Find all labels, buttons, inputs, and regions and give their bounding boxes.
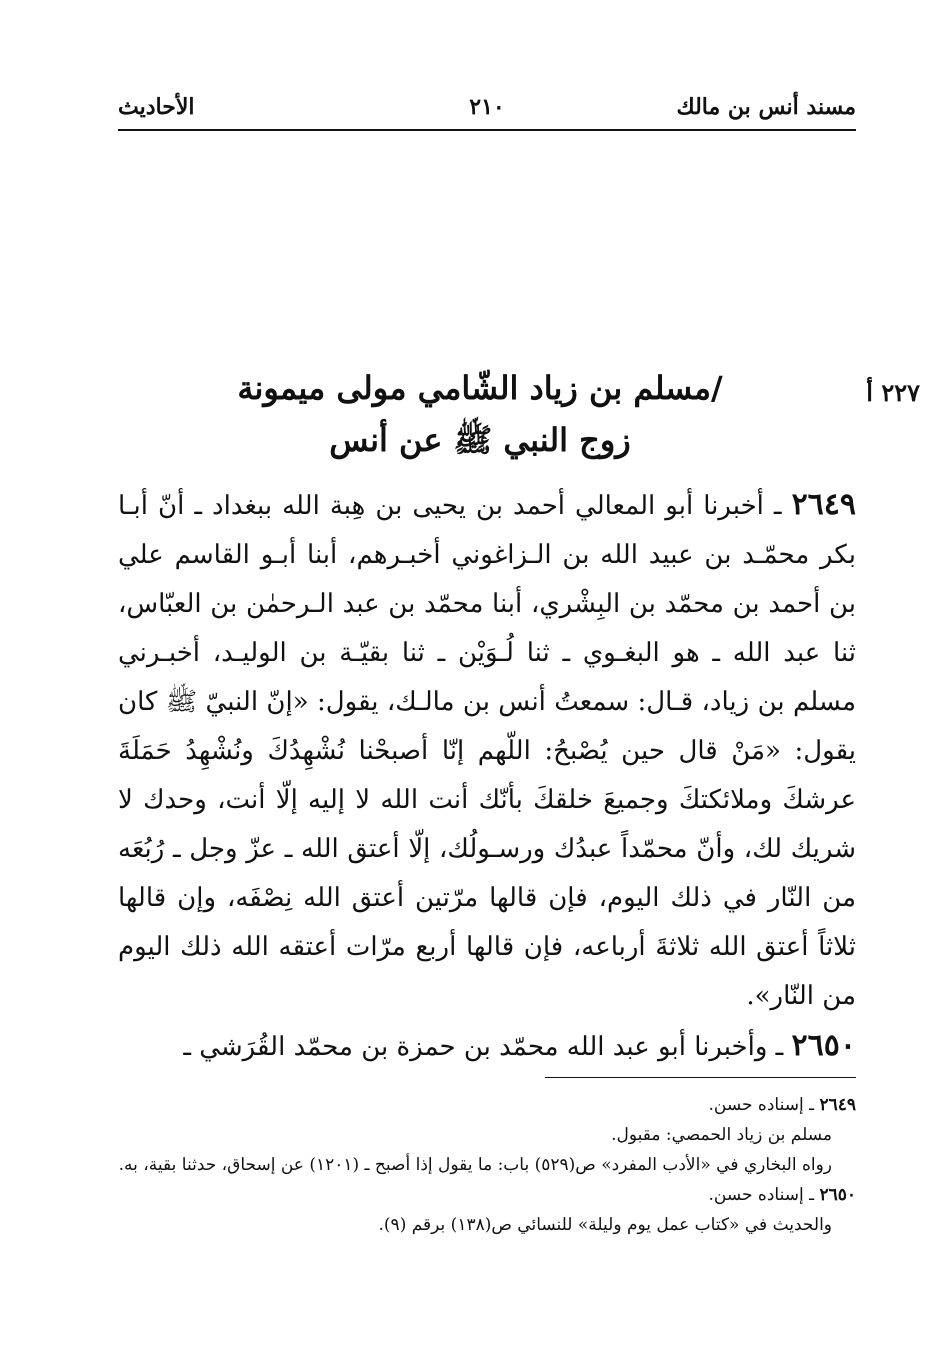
hadith-number: ٢٦٤٩ — [791, 487, 857, 522]
section-title: الأحاديث — [118, 94, 195, 120]
footnote-line — [118, 1210, 856, 1240]
page-number: ٢١٠ — [469, 94, 505, 120]
footnote-line — [118, 1090, 856, 1120]
hadith-number: ٢٦٥٠ — [791, 1028, 856, 1063]
chapter-heading-line-1: /مسلم بن زياد الشّامي مولى ميمونة — [237, 369, 723, 407]
footnote-number: ٢٦٤٩ — [819, 1095, 856, 1115]
footnote-divider — [545, 1077, 856, 1078]
footnote-number: ٢٦٥٠ — [819, 1185, 856, 1205]
hadith-text: ـ أخبرنا أبو المعالي أحمد بن يحيى بن هِبة الله ببغداد ـ أنّ أبـا بكر محمّـد بن عبيد الله بن الـزاغوني أخبـرهم، أبنا أبـو القاسم علي بن أحمد بن محمّد بن البِشْري، أبنا محمّد بن عبد الـرحمٰن بن العبّاس، ثنا عبد الله ـ هو البغـوي ـ ثنا لُـوَيْن ـ ثنا بقيّـة بن الوليـد، أخبـرني مسلم بن زياد، قـال: سمعتُ أنس بن مالـك، يقول: «إنّ النبيّ ﷺ كان يقول: «مَنْ قال حين يُصْبحُ: اللّهم إنّا أصبحْنا نُشْهِدُكَ ونُشْهِدُ حَمَلَةَ عرشكَ وملائكتكَ وجميعَ خلقكَ بأنّك أنت الله لا إليه إلّا أنت، وحدك لا شريك لك، وأنّ محمّداً عبدُك ورسـولُك، إلّا أعتق الله ـ عزّ وجل ـ رُبُعَه من النّار في ذلك اليوم، فإن قالها مرّتين أعتق الله نِصْفَه، وإن قالها ثلاثاً أعتق الله ثلاثةَ أرباعه، فإن قالها أربع مرّات أعتقه الله ذلك اليوم من النّار». — [118, 491, 856, 1011]
footnote-line — [118, 1150, 856, 1180]
footnote-line — [118, 1120, 856, 1150]
footnote-text: ـ إسناده حسن. — [708, 1095, 815, 1115]
chapter-heading-line-2: زوج النبي ﷺ عن أنس — [329, 421, 631, 459]
footnote-text: رواه البخاري في «الأدب المفرد» ص(٥٢٩) باب: ما يقول إذا أصبح ـ (١٢٠١) عن إسحاق، حدثنا بقية، به. — [118, 1155, 832, 1175]
manuscript-folio-note: ٢٢٧ أ — [866, 378, 920, 407]
footnotes — [118, 1090, 856, 1240]
footnote-line — [118, 1180, 856, 1210]
hadith-paragraph — [118, 1021, 856, 1072]
header-divider — [118, 129, 856, 131]
footnote-text: ـ إسناده حسن. — [708, 1185, 815, 1205]
footnote-text: والحديث في «كتاب عمل يوم وليلة» للنسائي ص(١٣٨) برقم (٩). — [378, 1215, 832, 1235]
book-title: مسند أنس بن مالك — [676, 94, 856, 120]
footnote-text: مسلم بن زياد الحمصي: مقبول. — [611, 1125, 832, 1145]
hadith-text: ـ وأخبرنا أبو عبد الله محمّد بن حمزة بن محمّد القُرَشي ـ — [183, 1032, 784, 1062]
chapter-heading — [160, 362, 800, 466]
main-text — [118, 480, 856, 1072]
running-header — [118, 92, 856, 122]
hadith-paragraph — [118, 480, 856, 1021]
